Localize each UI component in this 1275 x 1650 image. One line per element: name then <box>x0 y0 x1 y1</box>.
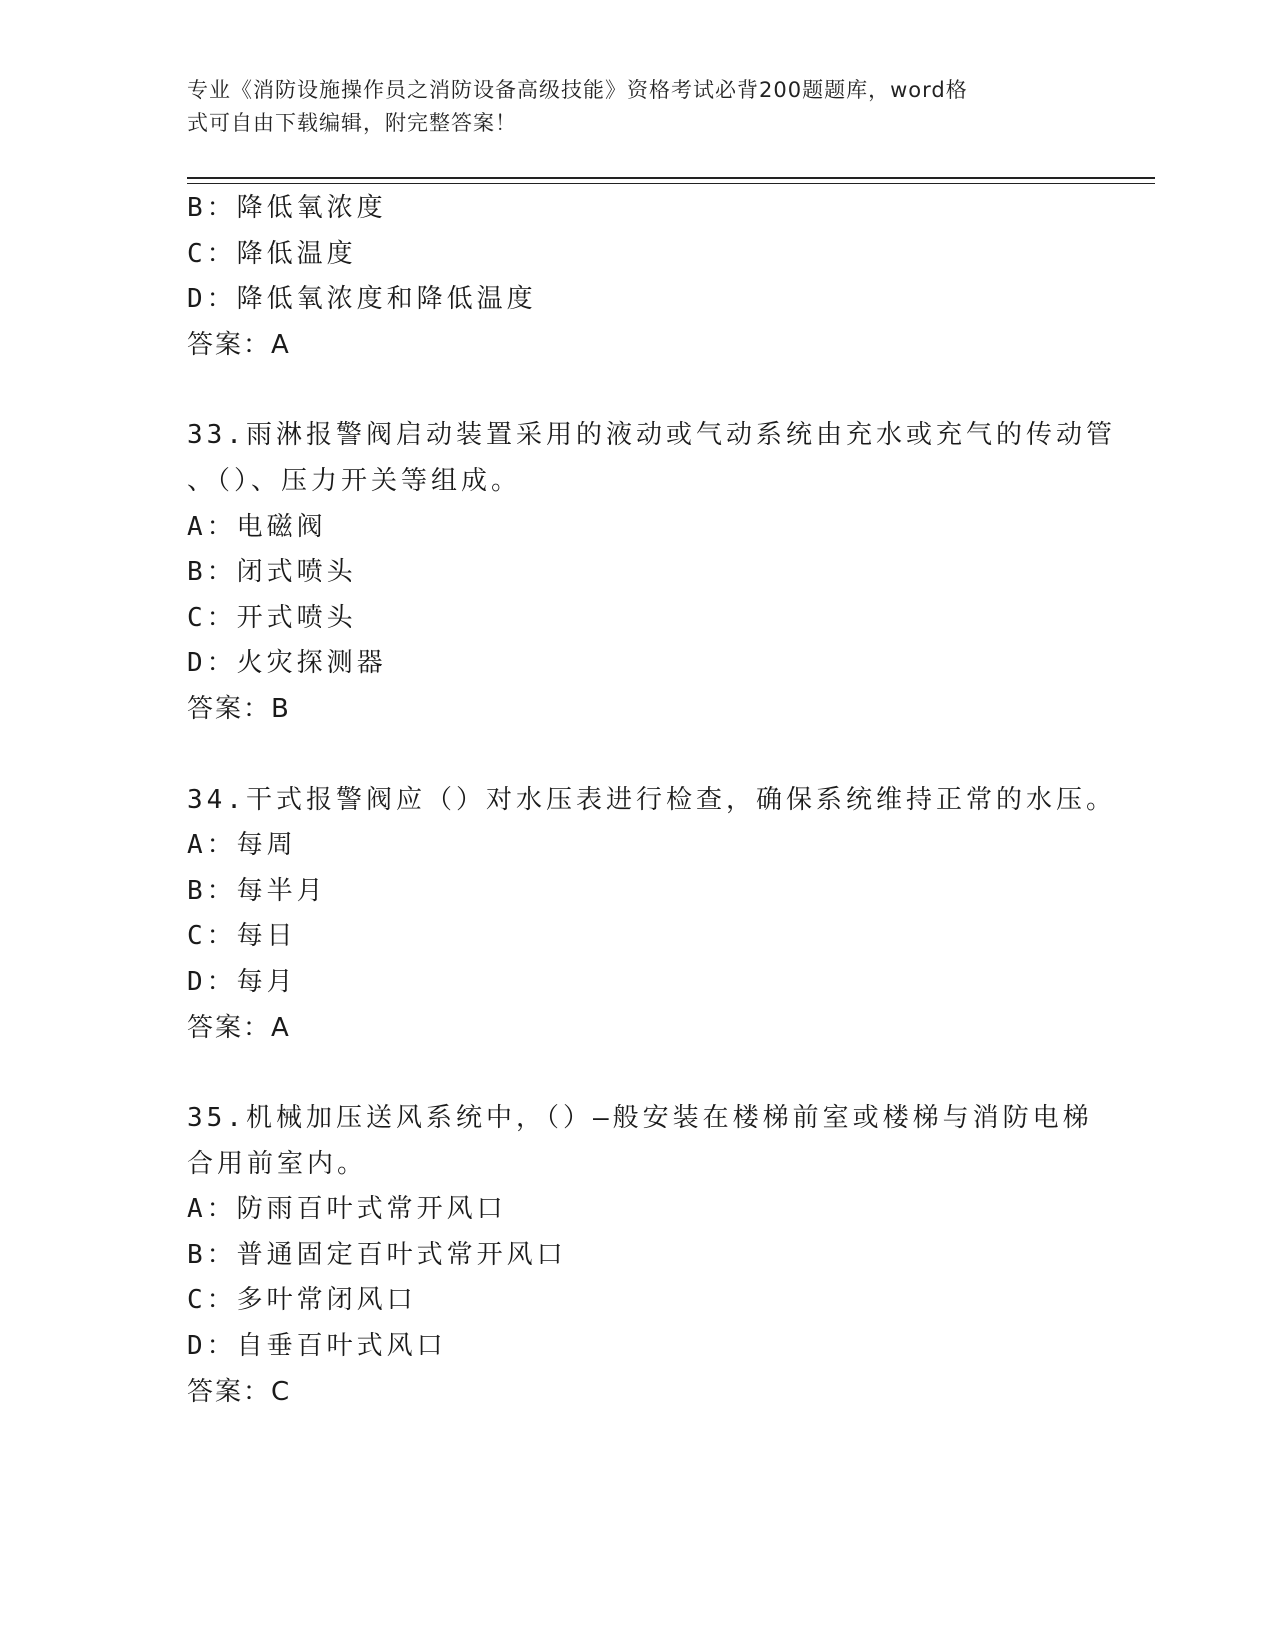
option-c: C：降低温度 <box>187 238 357 269</box>
spacer <box>187 368 1087 413</box>
question-block-35 <box>187 1096 1093 1415</box>
option-b: B：普通固定百叶式常开风口 <box>187 1239 567 1270</box>
option-c: C：多叶常闭风口 <box>187 1285 417 1316</box>
question-stem-line: 33.雨淋报警阀启动装置采用的液动或气动系统由充水或充气的传动管 <box>187 420 1116 451</box>
answer-line: 答案：A <box>187 329 291 360</box>
option-b: B：闭式喷头 <box>187 557 357 588</box>
option-a: A：每周 <box>187 830 297 861</box>
option-a: A：防雨百叶式常开风口 <box>187 1194 507 1225</box>
header-line-2: 式可自由下载编辑，附完整答案！ <box>187 111 517 135</box>
question-stem-line: 35.机械加压送风系统中，（）—般安装在楼梯前室或楼梯与消防电梯 <box>187 1103 1093 1134</box>
option-d: D：自垂百叶式风口 <box>187 1331 447 1362</box>
document-header <box>187 74 1067 140</box>
spacer <box>187 733 1087 778</box>
question-block-carryover <box>187 186 1087 368</box>
option-a: A：电磁阀 <box>187 511 327 542</box>
question-stem-line: 34.干式报警阀应（）对水压表进行检查，确保系统维持正常的水压。 <box>187 784 1116 815</box>
option-c: C：每日 <box>187 921 297 952</box>
question-stem-line: 、（）、压力开关等组成。 <box>187 465 522 496</box>
header-rule-thin <box>187 183 1155 184</box>
header-rule-thick <box>187 177 1155 179</box>
option-d: D：降低氧浓度和降低温度 <box>187 284 537 315</box>
header-line-1: 专业《消防设施操作员之消防设备高级技能》资格考试必背200题题库，word格 <box>187 78 968 102</box>
option-b: B：降低氧浓度 <box>187 193 387 223</box>
option-b: B：每半月 <box>187 875 327 906</box>
spacer <box>187 1051 1087 1096</box>
answer-line: 答案：A <box>187 1012 291 1043</box>
question-stem-line: 合用前室内。 <box>187 1148 368 1179</box>
question-block-34 <box>187 778 1116 1052</box>
option-d: D：每月 <box>187 966 297 997</box>
answer-line: 答案：C <box>187 1376 292 1407</box>
option-c: C：开式喷头 <box>187 602 357 633</box>
question-block-33 <box>187 413 1116 732</box>
option-d: D：火灾探测器 <box>187 648 387 679</box>
answer-line: 答案：B <box>187 693 291 724</box>
question-list <box>187 186 1116 1415</box>
